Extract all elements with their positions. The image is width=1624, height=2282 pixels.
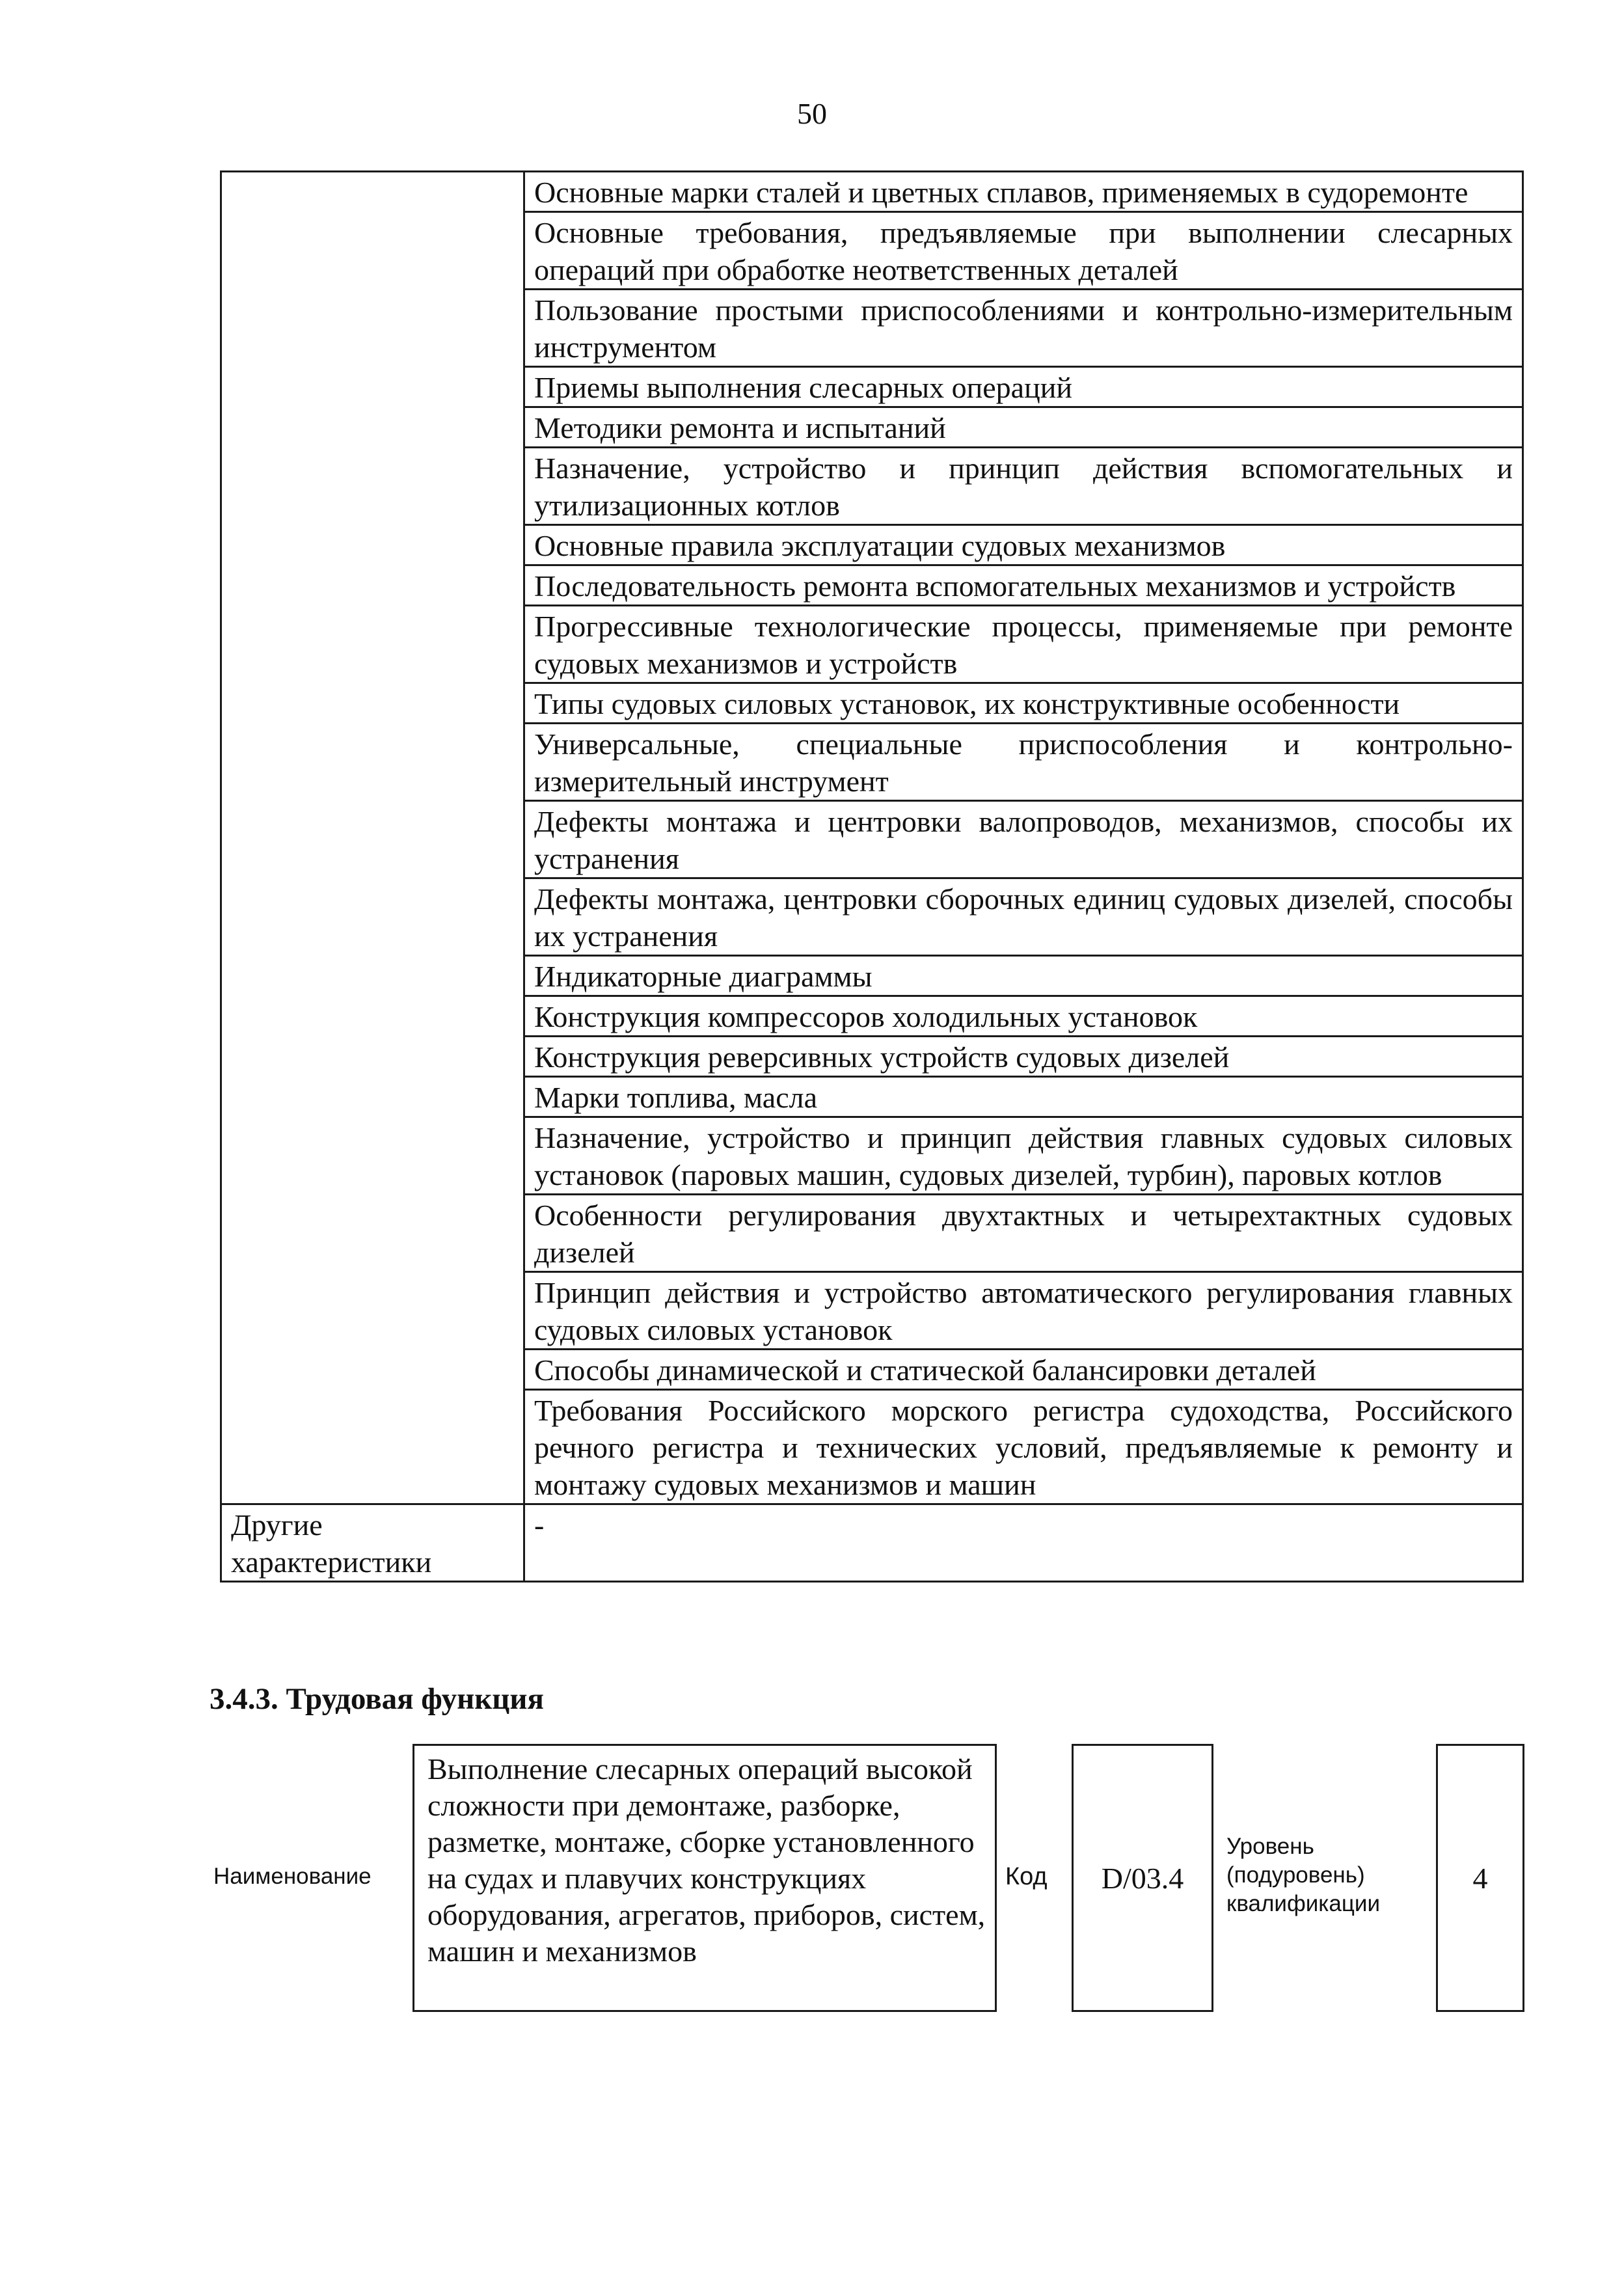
knowledge-item: Марки топлива, масла [524,1077,1523,1117]
knowledge-item: Универсальные, специальные приспособления и контрольно-измерительный инструмент [524,724,1523,801]
knowledge-item: Прогрессивные технологические процессы, применяемые при ремонте судовых механизмов и устройств [524,606,1523,683]
knowledge-item: Дефекты монтажа и центровки валопроводов, механизмов, способы их устранения [524,801,1523,878]
name-label: Наименование [213,1864,372,1889]
knowledge-item: Принцип действия и устройство автоматического регулирования главных судовых силовых установок [524,1272,1523,1350]
function-level-box [1436,1744,1524,2012]
knowledge-item: Основные требования, предъявляемые при выполнении слесарных операций при обработке неответственных деталей [524,212,1523,290]
knowledge-item: Методики ремонта и испытаний [524,407,1523,448]
knowledge-item: Индикаторные диаграммы [524,956,1523,996]
function-code-box [1072,1744,1213,2012]
knowledge-table [220,170,1524,1582]
table-row [221,172,1523,212]
knowledge-item: Пользование простыми приспособлениями и контрольно-измерительным инструментом [524,290,1523,367]
knowledge-item: Назначение, устройство и принцип действия главных судовых силовых установок (паровых машин, судовых дизелей, турбин), паровых котлов [524,1117,1523,1195]
knowledge-item: Конструкция компрессоров холодильных установок [524,996,1523,1037]
function-level-value: 4 [1472,1861,1488,1895]
level-label: Уровень (подуровень) квалификации [1226,1834,1380,1916]
knowledge-item: Последовательность ремонта вспомогательных механизмов и устройств [524,565,1523,606]
table-row-other [221,1504,1523,1582]
knowledge-item: Способы динамической и статической балансировки деталей [524,1350,1523,1390]
page-number: 50 [797,97,827,130]
blank-label-cell [221,172,524,1504]
knowledge-item: Конструкция реверсивных устройств судовых дизелей [524,1037,1523,1077]
code-label: Код [1005,1863,1048,1890]
knowledge-item: Приемы выполнения слесарных операций [524,367,1523,407]
other-characteristics-label: Другие характеристики [221,1504,524,1582]
knowledge-item: Типы судовых силовых установок, их конструктивные особенности [524,683,1523,724]
section-heading: 3.4.3. Трудовая функция [210,1682,544,1716]
function-code-value: D/03.4 [1101,1861,1184,1895]
knowledge-item: Дефекты монтажа, центровки сборочных единиц судовых дизелей, способы их устранения [524,878,1523,956]
function-name-box: Выполнение слесарных операций высокой сложности при демонтаже, разборке, разметке, монтаже, сборке установленного на судах и плавучих конструкциях оборудования, агрегатов, приборов, систем, машин и механизмов [413,1744,997,2012]
knowledge-item: Основные марки сталей и цветных сплавов, применяемых в судоремонте [524,172,1523,212]
knowledge-item: Особенности регулирования двухтактных и четырехтактных судовых дизелей [524,1195,1523,1272]
knowledge-item: Основные правила эксплуатации судовых механизмов [524,525,1523,565]
other-characteristics-value: - [524,1504,1523,1582]
knowledge-item: Назначение, устройство и принцип действия вспомогательных и утилизационных котлов [524,448,1523,525]
knowledge-item: Требования Российского морского регистра судоходства, Российского речного регистра и технических условий, предъявляемые к ремонту и монтажу судовых механизмов и машин [524,1390,1523,1504]
